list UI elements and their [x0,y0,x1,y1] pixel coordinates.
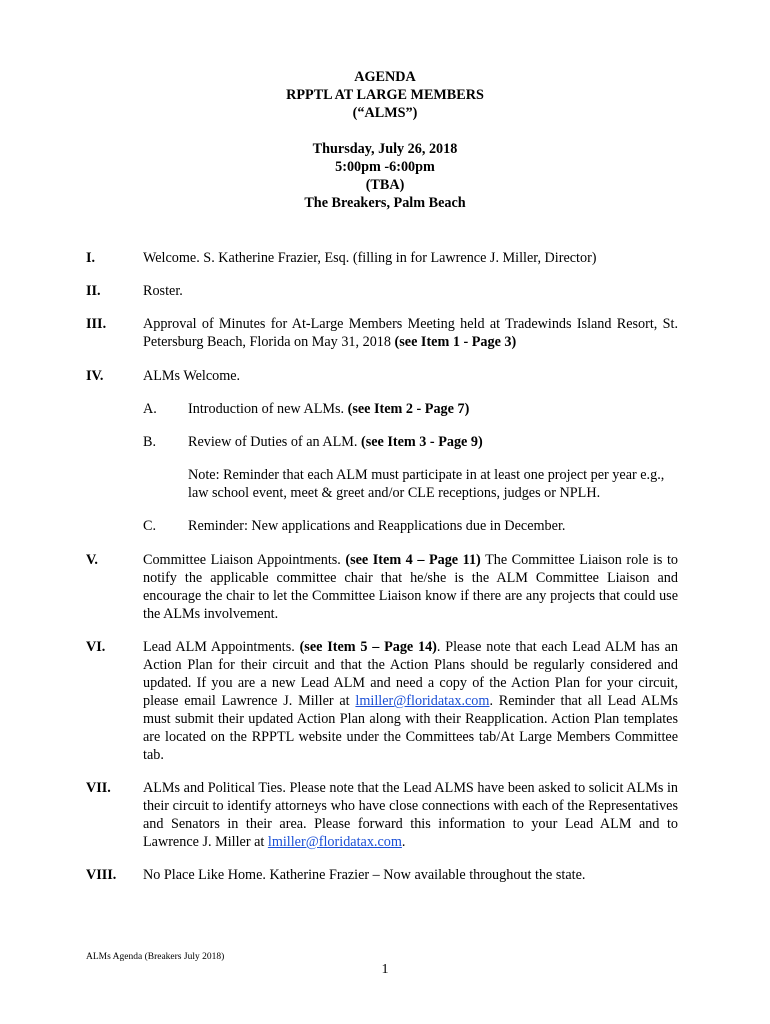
page-footer: ALMs Agenda (Breakers July 2018) [86,952,225,962]
email-link[interactable]: lmiller@floridatax.com [355,693,490,709]
agenda-item-1 [86,249,678,267]
agenda-item-5 [86,551,678,623]
item-text: Welcome. S. Katherine Frazier, Esq. (filling in for Lawrence J. Miller, Director) [143,250,597,266]
item-number: I. [86,250,96,266]
meeting-time: 5:00pm -6:00pm [335,159,435,175]
item-number: VI. [86,639,106,655]
item-text: No Place Like Home. Katherine Frazier – Now available throughout the state. [143,867,586,883]
item-text: Lead ALM Appointments. (see Item 5 – Page 14). Please note that each Lead ALM has an Action Plan for their circuit and that the Action Plans should be regularly considered and updated. If you are a new Lead ALM and need a copy of the Action Plan for your circuit, please email Lawrence J. Miller at lmiller@floridatax.com. Reminder that all Lead ALMs must submit their updated Action Plan along with their Reapplication. Action Plan templates are located on the RPPTL website under the Committees tab/At Large Members Committee tab. [143,639,678,763]
email-link[interactable]: lmiller@floridatax.com [267,834,402,850]
item-text: Committee Liaison Appointments. (see Item 4 – Page 11) The Committee Liaison role is to notify the applicable committee chair that he/she is the ALM Committee Liaison and encourage the chair to let the Committee Liaison know if there are any projects that could use the ALMs involvement. [143,552,678,622]
meeting-date: Thursday, July 26, 2018 [312,141,458,157]
item-text: Approval of Minutes for At-Large Members Meeting held at Tradewinds Island Resort, St. Petersburg Beach, Florida on May 31, 2018 (see Item 1 - Page 3) [143,316,678,350]
sub-item-c [143,517,678,535]
sub-item-letter: C. [143,518,157,534]
agenda-item-8 [86,866,678,884]
item-text: Roster. [143,283,183,299]
agenda-item-7 [86,779,678,851]
item-text: ALMs and Political Ties. Please note that the Lead ALMS have been asked to solicit ALMs in their circuit to identify attorneys who have close connections with each of the Representatives and Senators in their area. Please forward this information to your Lead ALM and to Lawrence J. Miller at lmiller@floridatax.com. [143,780,678,850]
sub-item-a [143,400,678,418]
meeting-tba: (TBA) [365,177,405,193]
item-number: VIII. [86,867,117,883]
agenda-header [0,68,770,212]
item-reference: (see Item 1 - Page 3) [394,334,517,350]
sub-item-letter: B. [143,434,157,450]
meeting-venue: The Breakers, Palm Beach [304,195,466,211]
item-number: V. [86,552,98,568]
item-number: III. [86,316,107,332]
sub-item-b [143,433,678,451]
sub-item-letter: A. [143,401,157,417]
sub-item-text: Reminder: New applications and Reapplications due in December. [188,518,566,534]
agenda-item-4 [86,367,678,385]
item-number: VII. [86,780,111,796]
item-number: II. [86,283,101,299]
item-number: IV. [86,368,104,384]
header-abbrev: (“ALMS”) [352,105,418,121]
item-text: ALMs Welcome. [143,368,241,384]
header-title: AGENDA [354,69,416,85]
header-subtitle: RPPTL AT LARGE MEMBERS [286,87,484,103]
agenda-item-3 [86,315,678,351]
sub-item-text: Review of Duties of an ALM. (see Item 3 - Page 9) [188,434,483,450]
sub-item-text: Introduction of new ALMs. (see Item 2 - Page 7) [188,401,470,417]
sub-item-note: Note: Reminder that each ALM must participate in at least one project per year e.g., law school event, meet & greet and/or CLE receptions, judges or NPLH. [188,467,665,501]
page-number: 1 [381,962,389,977]
agenda-item-2 [86,282,678,300]
agenda-item-6 [86,638,678,764]
